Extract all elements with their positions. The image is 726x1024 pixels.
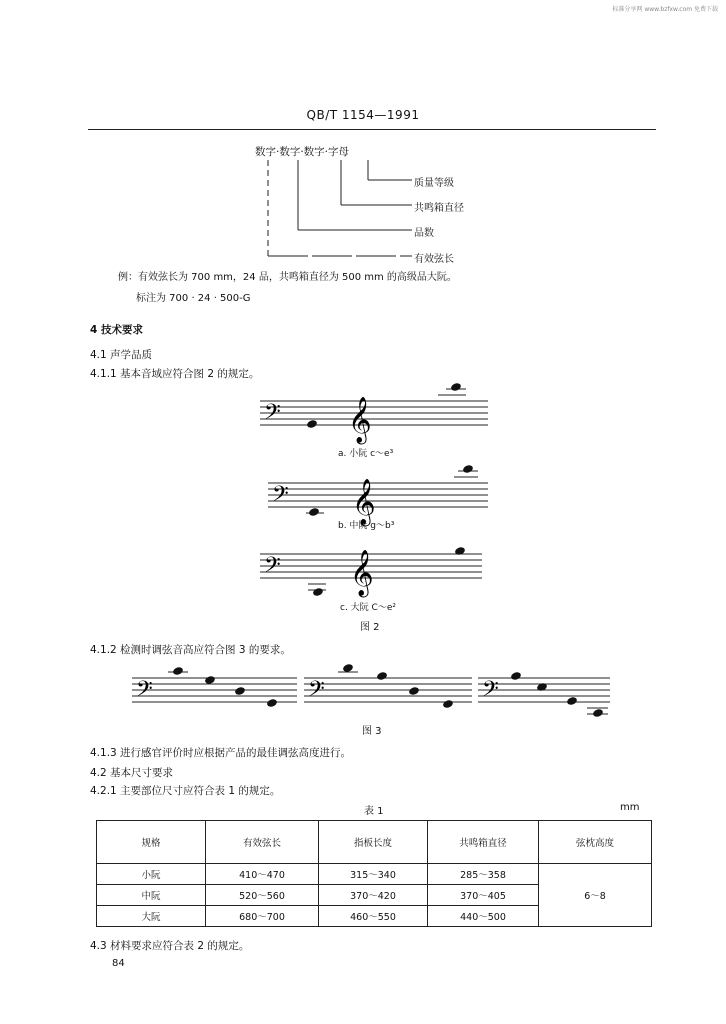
svg-text:𝄞: 𝄞 (352, 479, 376, 525)
col-header-fingerboard: 指板长度 (319, 821, 428, 864)
page-header: QB/T 1154—1991 (306, 108, 420, 122)
example-mark: 标注为 700 · 24 · 500-G (136, 293, 251, 304)
svg-text:𝄢: 𝄢 (264, 553, 281, 583)
svg-text:𝄢: 𝄢 (272, 482, 289, 512)
col-header-spec: 规格 (97, 821, 206, 864)
section-4-1-3: 4.1.3 进行感官评价时应根据产品的最佳调弦高度进行。 (90, 747, 352, 759)
code-pattern: 数字·数字·数字·字母 (255, 146, 350, 158)
svg-text:𝄞: 𝄞 (348, 397, 372, 443)
cell-spec: 大阮 (97, 906, 206, 927)
table1-unit: mm (620, 802, 640, 813)
table-1 (96, 820, 652, 927)
staff-figure-c (260, 548, 490, 608)
code-label-length: 有效弦长 (414, 254, 454, 265)
svg-text:𝄢: 𝄢 (136, 677, 153, 707)
svg-text:𝄢: 𝄢 (264, 400, 281, 430)
cell-diameter: 440～500 (428, 906, 539, 927)
fig3-title: 图 3 (362, 726, 382, 737)
cell-fingerboard: 315～340 (319, 864, 428, 885)
cell-length: 410～470 (206, 864, 319, 885)
staff-figure-a (260, 393, 490, 453)
example-text: 例：有效弦长为 700 mm，24 品，共鸣箱直径为 500 mm 的高级品大阮。 (118, 272, 457, 283)
section-4-3: 4.3 材料要求应符合表 2 的规定。 (90, 940, 250, 952)
svg-text:𝄢: 𝄢 (482, 677, 499, 707)
svg-text:𝄢: 𝄢 (308, 677, 325, 707)
page-number: 84 (112, 958, 125, 969)
cell-length: 520～560 (206, 885, 319, 906)
fig2-title: 图 2 (360, 622, 380, 633)
fig2-caption-c: c. 大阮 C～e² (340, 603, 396, 613)
cell-spec: 小阮 (97, 864, 206, 885)
table1-title: 表 1 (364, 806, 384, 817)
col-header-diameter: 共鸣箱直径 (428, 821, 539, 864)
cell-spec: 中阮 (97, 885, 206, 906)
col-header-nut: 弦枕高度 (539, 821, 652, 864)
section-4-2: 4.2 基本尺寸要求 (90, 767, 174, 779)
cell-fingerboard: 370～420 (319, 885, 428, 906)
svg-text:𝄞: 𝄞 (350, 550, 374, 596)
col-header-length: 有效弦长 (206, 821, 319, 864)
section-4-1: 4.1 声学品质 (90, 349, 153, 361)
code-leader-lines (0, 0, 726, 300)
fig2-caption-a: a. 小阮 c～e³ (338, 449, 394, 459)
section-4-1-1: 4.1.1 基本音域应符合图 2 的规定。 (90, 368, 260, 380)
cell-diameter: 285～358 (428, 864, 539, 885)
section-4-1-2: 4.1.2 检测时调弦音高应符合图 3 的要求。 (90, 644, 291, 656)
cell-nut-height: 6～8 (539, 864, 652, 927)
code-label-frets: 品数 (414, 228, 434, 239)
cell-length: 680～700 (206, 906, 319, 927)
section-4: 4 技术要求 (90, 324, 143, 336)
cell-fingerboard: 460～550 (319, 906, 428, 927)
section-4-2-1: 4.2.1 主要部位尺寸应符合表 1 的规定。 (90, 785, 281, 797)
watermark: 标准分享网 www.bzfxw.com 免费下载 (612, 6, 718, 13)
code-label-grade: 质量等级 (414, 178, 454, 189)
table-row (97, 864, 652, 885)
staff-figure-3 (132, 670, 612, 720)
cell-diameter: 370～405 (428, 885, 539, 906)
fig2-caption-b: b. 中阮 g～b³ (338, 521, 395, 531)
code-label-diameter: 共鸣箱直径 (414, 203, 464, 214)
